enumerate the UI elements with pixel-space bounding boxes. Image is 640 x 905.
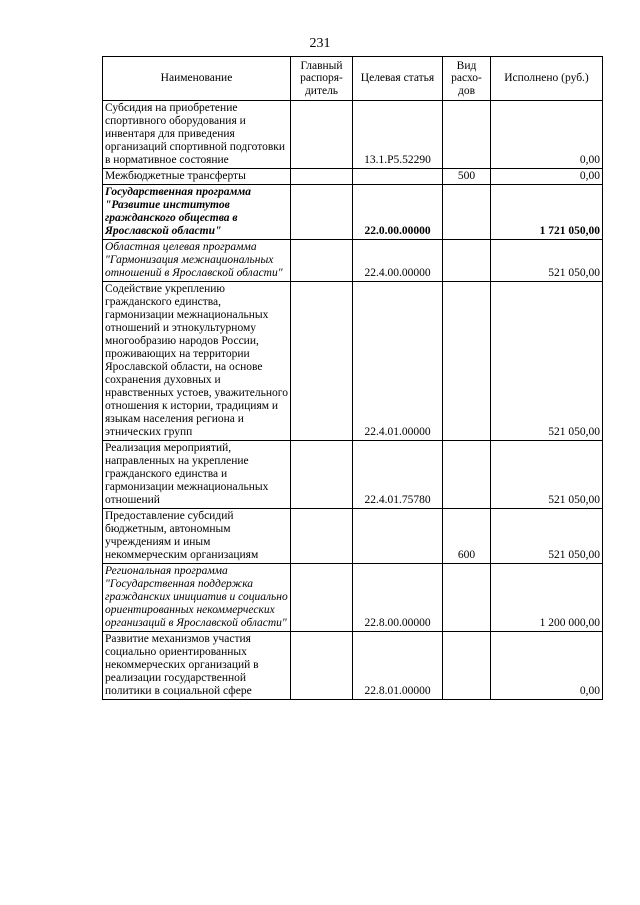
row-vid — [443, 441, 491, 509]
row-name: Региональная программа "Государственная поддержка гражданских инициатив и социально ориентированных некоммерческих организаций в Ярославской области" — [103, 564, 291, 632]
row-vid — [443, 282, 491, 441]
row-vid — [443, 240, 491, 282]
row-grbs — [291, 282, 353, 441]
row-name: Государственная программа "Развитие институтов гражданского общества в Ярославской области" — [103, 185, 291, 240]
table-row — [103, 101, 603, 169]
row-amount: 0,00 — [491, 169, 603, 185]
row-amount: 0,00 — [491, 632, 603, 700]
row-grbs — [291, 101, 353, 169]
row-name: Содействие укреплению гражданского единства, гармонизации межнациональных отношений и этнокультурному многообразию народов России, проживающих на территории Ярославской области, на основе сохранения духовных и нравственных устоев, уважительного отношения к истории, традициям и языкам населения региона и этнических групп — [103, 282, 291, 441]
row-amount: 521 050,00 — [491, 240, 603, 282]
table-row — [103, 240, 603, 282]
row-target — [353, 169, 443, 185]
header-name: Наименование — [103, 57, 291, 101]
table-row — [103, 632, 603, 700]
header-executed: Исполнено (руб.) — [491, 57, 603, 101]
row-name: Областная целевая программа "Гармонизация межнациональных отношений в Ярославской области" — [103, 240, 291, 282]
table-row — [103, 185, 603, 240]
budget-table — [102, 56, 603, 700]
row-vid — [443, 185, 491, 240]
header-grbs: Главный распоря-дитель — [291, 57, 353, 101]
row-vid: 500 — [443, 169, 491, 185]
table-row — [103, 441, 603, 509]
row-grbs — [291, 240, 353, 282]
table-row — [103, 509, 603, 564]
row-amount: 1 200 000,00 — [491, 564, 603, 632]
table-header-row — [103, 57, 603, 101]
row-target: 13.1.P5.52290 — [353, 101, 443, 169]
row-target — [353, 509, 443, 564]
row-target: 22.4.01.75780 — [353, 441, 443, 509]
row-vid — [443, 632, 491, 700]
table-row — [103, 564, 603, 632]
row-grbs — [291, 185, 353, 240]
page-number: 231 — [309, 36, 331, 51]
row-amount: 521 050,00 — [491, 441, 603, 509]
row-grbs — [291, 509, 353, 564]
row-vid: 600 — [443, 509, 491, 564]
row-amount: 521 050,00 — [491, 282, 603, 441]
row-name: Развитие механизмов участия социально ориентированных некоммерческих организаций в реализации государственной политики в социальной сфере — [103, 632, 291, 700]
row-target: 22.8.00.00000 — [353, 564, 443, 632]
row-grbs — [291, 169, 353, 185]
row-name: Реализация мероприятий, направленных на укрепление гражданского единства и гармонизации межнациональных отношений — [103, 441, 291, 509]
row-grbs — [291, 441, 353, 509]
row-vid — [443, 564, 491, 632]
row-name: Межбюджетные трансферты — [103, 169, 291, 185]
table-body — [103, 101, 603, 700]
header-vid: Вид расхо-дов — [443, 57, 491, 101]
row-target: 22.4.01.00000 — [353, 282, 443, 441]
row-target: 22.8.01.00000 — [353, 632, 443, 700]
row-grbs — [291, 632, 353, 700]
row-amount: 0,00 — [491, 101, 603, 169]
row-name: Субсидия на приобретение спортивного оборудования и инвентаря для приведения организаций спортивной подготовки в нормативное состояние — [103, 101, 291, 169]
row-amount: 521 050,00 — [491, 509, 603, 564]
row-target: 22.0.00.00000 — [353, 185, 443, 240]
header-target: Целевая статья — [353, 57, 443, 101]
row-grbs — [291, 564, 353, 632]
row-name: Предоставление субсидий бюджетным, автономным учреждениям и иным некоммерческим организациям — [103, 509, 291, 564]
row-target: 22.4.00.00000 — [353, 240, 443, 282]
table-row — [103, 169, 603, 185]
row-amount: 1 721 050,00 — [491, 185, 603, 240]
table-row — [103, 282, 603, 441]
row-vid — [443, 101, 491, 169]
